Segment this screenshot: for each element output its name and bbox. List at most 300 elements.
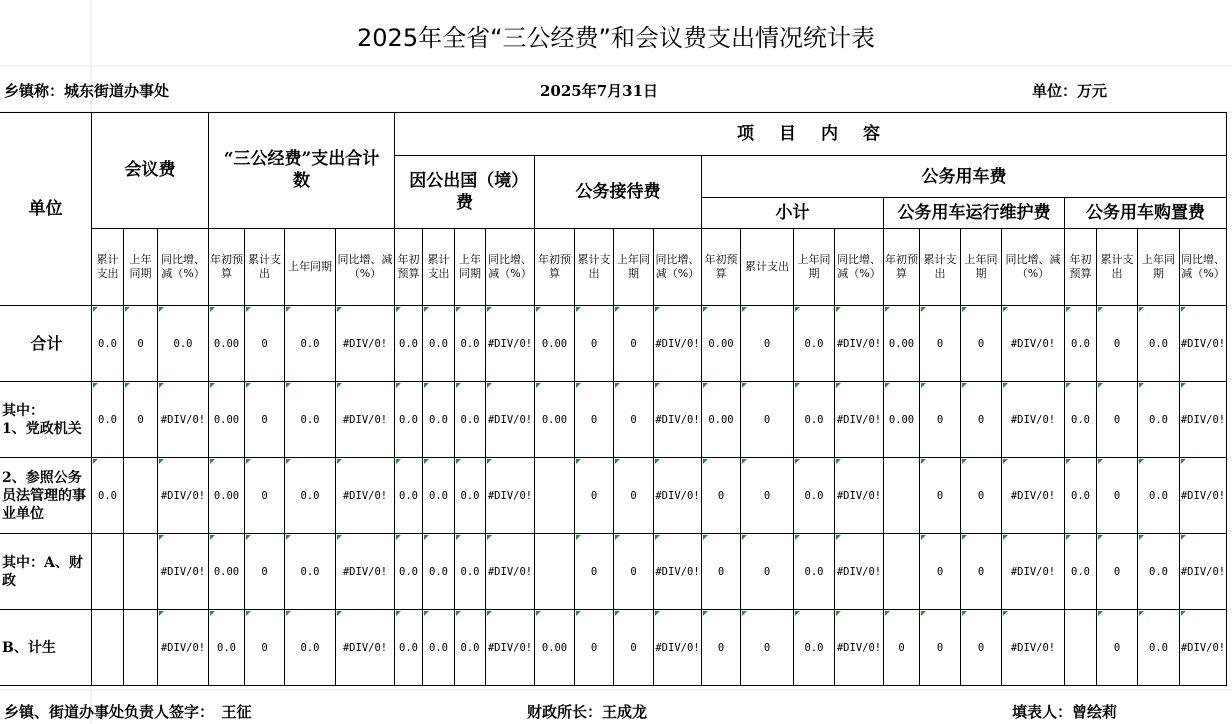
table-cell[interactable]: 0.0 — [794, 306, 835, 382]
table-cell[interactable]: 0 — [961, 458, 1002, 534]
table-cell[interactable]: #DIV/0! — [1180, 534, 1227, 610]
cell-marker-icon — [456, 459, 461, 464]
table-cell[interactable]: 0 — [575, 534, 614, 610]
header-unit: 单位 — [0, 112, 92, 306]
table-cell[interactable]: 0.00 — [884, 306, 920, 382]
subheader-cell: 累计支出 — [575, 229, 614, 306]
table-cell[interactable]: #DIV/0! — [835, 306, 884, 382]
cell-marker-icon — [456, 535, 461, 540]
table-cell[interactable]: 0 — [614, 534, 654, 610]
header-car-subtotal: 小计 — [702, 198, 884, 229]
cell-marker-icon — [655, 307, 660, 312]
table-cell[interactable]: 0 — [702, 610, 741, 686]
footer-finance-director: 财政所长：王成龙 — [527, 703, 648, 721]
table-cell[interactable]: #DIV/0! — [1180, 382, 1227, 458]
town-name: 乡镇称：城东街道办事处 — [4, 82, 170, 100]
cell-marker-icon — [246, 611, 251, 616]
table-cell[interactable]: 0.0 — [794, 610, 835, 686]
table-cell[interactable]: 0.0 — [1065, 306, 1097, 382]
table-cell[interactable]: #DIV/0! — [835, 534, 884, 610]
cell-marker-icon — [1066, 307, 1071, 312]
cell-marker-icon — [795, 383, 800, 388]
subheader-cell: 累计支出 — [92, 229, 124, 306]
cell-marker-icon — [125, 307, 130, 312]
cell-marker-icon — [795, 459, 800, 464]
table-cell[interactable] — [535, 534, 575, 610]
table-cell[interactable]: 0 — [741, 458, 794, 534]
table-cell[interactable]: 0 — [1097, 534, 1138, 610]
header-car-fee: 公务用车费 — [702, 156, 1227, 198]
cell-marker-icon — [286, 383, 291, 388]
cell-marker-icon — [396, 383, 401, 388]
table-cell[interactable]: #DIV/0! — [1180, 458, 1227, 534]
row-label[interactable]: 合计 — [0, 306, 92, 382]
table-cell[interactable]: 0.0 — [1138, 458, 1180, 534]
cell-marker-icon — [703, 535, 708, 540]
table-cell[interactable]: #DIV/0! — [158, 534, 209, 610]
table-cell[interactable]: 0 — [614, 458, 654, 534]
cell-marker-icon — [655, 611, 660, 616]
table-cell[interactable]: #DIV/0! — [158, 382, 209, 458]
row-label[interactable]: 其中：A、财政 — [0, 534, 92, 610]
report-date: 2025年7月31日 — [540, 82, 659, 100]
cell-marker-icon — [742, 307, 747, 312]
cell-marker-icon — [424, 383, 429, 388]
table-cell[interactable]: #DIV/0! — [158, 458, 209, 534]
cell-marker-icon — [836, 459, 841, 464]
cell-marker-icon — [615, 383, 620, 388]
subheader-cell: 累计支出 — [741, 229, 794, 306]
table-cell[interactable]: #DIV/0! — [486, 610, 535, 686]
cell-marker-icon — [286, 535, 291, 540]
cell-marker-icon — [742, 611, 747, 616]
header-project-content: 项 目 内 容 — [395, 112, 1227, 156]
header-sangong-total: “三公经费”支出合计数 — [209, 112, 395, 229]
table-cell[interactable]: 0.0 — [423, 306, 455, 382]
table-cell[interactable]: 0.0 — [794, 534, 835, 610]
table-cell[interactable]: 0.0 — [92, 458, 124, 534]
table-cell[interactable]: 0.0 — [1138, 306, 1180, 382]
cell-marker-icon — [1139, 307, 1144, 312]
table-cell[interactable]: #DIV/0! — [654, 534, 702, 610]
table-cell[interactable]: #DIV/0! — [1002, 610, 1065, 686]
table-cell[interactable]: #DIV/0! — [1002, 458, 1065, 534]
table-cell[interactable]: #DIV/0! — [654, 306, 702, 382]
subheader-cell: 同比增、减（%） — [654, 229, 702, 306]
table-cell[interactable]: 0 — [920, 382, 961, 458]
cell-marker-icon — [703, 611, 708, 616]
cell-marker-icon — [921, 383, 926, 388]
unit-label: 单位：万元 — [1032, 82, 1108, 100]
table-cell[interactable]: #DIV/0! — [1002, 306, 1065, 382]
cell-marker-icon — [615, 611, 620, 616]
cell-marker-icon — [655, 459, 660, 464]
cell-marker-icon — [487, 611, 492, 616]
subheader-cell: 年初预算 — [1065, 229, 1097, 306]
table-cell[interactable]: 0.0 — [285, 610, 336, 686]
cell-marker-icon — [1098, 383, 1103, 388]
cell-marker-icon — [1066, 383, 1071, 388]
table-cell[interactable]: 0.00 — [535, 382, 575, 458]
cell-marker-icon — [93, 383, 98, 388]
table-cell[interactable] — [124, 610, 158, 686]
header-abroad-fee: 因公出国（境）费 — [395, 156, 535, 229]
table-cell[interactable]: 0.0 — [455, 306, 486, 382]
cell-marker-icon — [1003, 307, 1008, 312]
cell-marker-icon — [1098, 307, 1103, 312]
table-cell[interactable]: 0 — [961, 610, 1002, 686]
table-cell[interactable]: 0 — [961, 534, 1002, 610]
cell-marker-icon — [615, 535, 620, 540]
subheader-cell: 同比增、减（%） — [486, 229, 535, 306]
cell-marker-icon — [1003, 459, 1008, 464]
table-cell[interactable]: 0.0 — [1138, 610, 1180, 686]
cell-marker-icon — [487, 307, 492, 312]
table-cell[interactable] — [124, 458, 158, 534]
cell-marker-icon — [1181, 535, 1186, 540]
cell-marker-icon — [456, 383, 461, 388]
table-cell[interactable]: 0 — [614, 306, 654, 382]
table-cell[interactable]: 0.0 — [423, 610, 455, 686]
cell-marker-icon — [210, 307, 215, 312]
table-cell[interactable]: 0.00 — [209, 306, 245, 382]
cell-marker-icon — [159, 611, 164, 616]
cell-marker-icon — [962, 611, 967, 616]
subheader-cell: 同比增、减（%） — [835, 229, 884, 306]
table-cell[interactable]: 0.0 — [1065, 458, 1097, 534]
table-cell[interactable]: 0.00 — [884, 382, 920, 458]
cell-marker-icon — [396, 307, 401, 312]
table-cell[interactable]: 0.0 — [285, 306, 336, 382]
cell-marker-icon — [576, 459, 581, 464]
cell-marker-icon — [424, 535, 429, 540]
cell-marker-icon — [615, 307, 620, 312]
subheader-cell: 上年同期 — [1138, 229, 1180, 306]
cell-marker-icon — [93, 307, 98, 312]
row-label[interactable]: 其中： 1、党政机关 — [0, 382, 92, 458]
table-cell[interactable]: 0 — [961, 306, 1002, 382]
subheader-cell: 同比增、减（%） — [1002, 229, 1065, 306]
cell-marker-icon — [962, 383, 967, 388]
subheader-cell: 累计支出 — [245, 229, 285, 306]
table-cell[interactable] — [1065, 610, 1097, 686]
table-cell[interactable]: 0 — [741, 382, 794, 458]
table-cell[interactable]: 0.0 — [92, 382, 124, 458]
table-cell[interactable]: 0.00 — [535, 610, 575, 686]
table-cell[interactable]: 0.0 — [423, 458, 455, 534]
table-cell[interactable]: #DIV/0! — [336, 382, 395, 458]
table-cell[interactable]: 0 — [884, 610, 920, 686]
footer-filler: 填表人：曾绘莉 — [1012, 703, 1118, 721]
cell-marker-icon — [576, 611, 581, 616]
table-cell[interactable]: 0 — [1097, 382, 1138, 458]
table-cell[interactable]: 0.0 — [285, 382, 336, 458]
table-cell[interactable]: 0.0 — [1138, 382, 1180, 458]
table-cell[interactable]: 0 — [124, 382, 158, 458]
table-cell[interactable]: 0.0 — [395, 610, 423, 686]
table-cell[interactable]: #DIV/0! — [336, 458, 395, 534]
cell-marker-icon — [125, 383, 130, 388]
cell-marker-icon — [1181, 459, 1186, 464]
header-car-purchase: 公务用车购置费 — [1065, 198, 1227, 229]
table-cell[interactable]: 0.0 — [1065, 534, 1097, 610]
cell-marker-icon — [536, 611, 541, 616]
table-cell[interactable]: 0 — [961, 382, 1002, 458]
cell-marker-icon — [885, 611, 890, 616]
cell-marker-icon — [1098, 459, 1103, 464]
table-cell[interactable]: 0.00 — [702, 382, 741, 458]
table-cell[interactable]: 0 — [920, 458, 961, 534]
table-cell[interactable]: 0.0 — [455, 534, 486, 610]
subheader-cell: 同比增、减（%） — [1180, 229, 1227, 306]
cell-marker-icon — [487, 535, 492, 540]
table-cell[interactable] — [92, 610, 124, 686]
cell-marker-icon — [396, 459, 401, 464]
table-cell[interactable]: #DIV/0! — [835, 458, 884, 534]
table-cell[interactable]: 0.0 — [794, 382, 835, 458]
cell-marker-icon — [1098, 535, 1103, 540]
cell-marker-icon — [703, 307, 708, 312]
cell-marker-icon — [1139, 611, 1144, 616]
subheader-cell: 同比增、减（%） — [158, 229, 209, 306]
table-cell[interactable]: #DIV/0! — [1180, 306, 1227, 382]
cell-marker-icon — [655, 535, 660, 540]
table-cell[interactable]: 0.0 — [395, 534, 423, 610]
cell-marker-icon — [1003, 611, 1008, 616]
cell-marker-icon — [1139, 459, 1144, 464]
cell-marker-icon — [795, 611, 800, 616]
table-cell[interactable] — [124, 534, 158, 610]
cell-marker-icon — [795, 307, 800, 312]
cell-marker-icon — [885, 307, 890, 312]
table-cell[interactable]: 0 — [1097, 610, 1138, 686]
table-cell[interactable] — [884, 534, 920, 610]
table-cell[interactable]: #DIV/0! — [336, 610, 395, 686]
table-cell[interactable]: 0.00 — [535, 306, 575, 382]
cell-marker-icon — [742, 383, 747, 388]
cell-marker-icon — [210, 383, 215, 388]
table-cell[interactable]: 0 — [245, 610, 285, 686]
table-cell[interactable]: 0 — [702, 458, 741, 534]
cell-marker-icon — [210, 459, 215, 464]
subheader-cell: 上年同期 — [455, 229, 486, 306]
table-cell[interactable]: 0 — [741, 306, 794, 382]
table-cell[interactable]: 0.00 — [702, 306, 741, 382]
cell-marker-icon — [836, 611, 841, 616]
cell-marker-icon — [962, 307, 967, 312]
table-cell[interactable]: 0.0 — [285, 458, 336, 534]
table-cell[interactable]: 0.0 — [395, 458, 423, 534]
table-cell[interactable]: 0.00 — [209, 458, 245, 534]
cell-marker-icon — [536, 307, 541, 312]
table-cell[interactable]: #DIV/0! — [486, 458, 535, 534]
table-cell[interactable]: #DIV/0! — [486, 382, 535, 458]
cell-marker-icon — [210, 535, 215, 540]
table-cell[interactable]: #DIV/0! — [1002, 382, 1065, 458]
table-cell[interactable]: 0 — [575, 458, 614, 534]
row-label[interactable]: B、计生 — [0, 610, 92, 686]
table-cell[interactable]: 0.0 — [209, 610, 245, 686]
cell-marker-icon — [615, 459, 620, 464]
cell-marker-icon — [396, 611, 401, 616]
table-cell[interactable]: 0.00 — [209, 534, 245, 610]
cell-marker-icon — [1181, 611, 1186, 616]
table-cell[interactable]: 0 — [575, 610, 614, 686]
cell-marker-icon — [159, 307, 164, 312]
page-title: 2025年全省“三公经费”和会议费支出情况统计表 — [357, 24, 875, 52]
cell-marker-icon — [159, 383, 164, 388]
table-cell[interactable]: #DIV/0! — [336, 534, 395, 610]
cell-marker-icon — [246, 535, 251, 540]
cell-marker-icon — [456, 611, 461, 616]
table-cell[interactable]: 0.0 — [285, 534, 336, 610]
cell-marker-icon — [246, 307, 251, 312]
table-cell[interactable]: 0 — [614, 382, 654, 458]
table-cell[interactable]: 0 — [575, 382, 614, 458]
cell-marker-icon — [921, 307, 926, 312]
cell-marker-icon — [742, 459, 747, 464]
table-cell[interactable]: #DIV/0! — [654, 458, 702, 534]
table-cell[interactable]: 0.00 — [209, 382, 245, 458]
subheader-cell: 累计支出 — [1097, 229, 1138, 306]
table-cell[interactable]: 0 — [245, 382, 285, 458]
table-cell[interactable]: #DIV/0! — [1180, 610, 1227, 686]
table-cell[interactable]: #DIV/0! — [336, 306, 395, 382]
cell-marker-icon — [424, 611, 429, 616]
cell-marker-icon — [1139, 535, 1144, 540]
table-cell[interactable]: 0 — [920, 306, 961, 382]
table-cell[interactable]: 0 — [245, 458, 285, 534]
cell-marker-icon — [836, 535, 841, 540]
cell-marker-icon — [885, 383, 890, 388]
table-cell[interactable]: #DIV/0! — [486, 306, 535, 382]
table-cell[interactable]: 0 — [741, 610, 794, 686]
header-meeting-fee: 会议费 — [92, 112, 209, 229]
cell-marker-icon — [337, 611, 342, 616]
table-cell[interactable]: 0 — [1097, 306, 1138, 382]
subheader-cell: 年初预算 — [535, 229, 575, 306]
subheader-cell: 年初预算 — [209, 229, 245, 306]
cell-marker-icon — [836, 307, 841, 312]
table-cell[interactable]: #DIV/0! — [158, 610, 209, 686]
cell-marker-icon — [424, 307, 429, 312]
table-cell[interactable]: 0 — [920, 534, 961, 610]
table-cell[interactable] — [92, 534, 124, 610]
table-cell[interactable]: 0.0 — [455, 458, 486, 534]
cell-marker-icon — [921, 459, 926, 464]
cell-marker-icon — [396, 535, 401, 540]
cell-marker-icon — [1003, 535, 1008, 540]
cell-marker-icon — [1003, 383, 1008, 388]
table-cell[interactable]: #DIV/0! — [835, 610, 884, 686]
cell-marker-icon — [536, 383, 541, 388]
table-cell[interactable] — [884, 458, 920, 534]
row-label[interactable]: 2、参照公务员法管理的事业单位 — [0, 458, 92, 534]
header-car-running: 公务用车运行维护费 — [884, 198, 1065, 229]
subheader-cell: 上年同期 — [961, 229, 1002, 306]
table-cell[interactable]: 0.0 — [92, 306, 124, 382]
table-cell[interactable]: 0.0 — [794, 458, 835, 534]
cell-marker-icon — [703, 383, 708, 388]
cell-marker-icon — [1181, 307, 1186, 312]
cell-marker-icon — [576, 535, 581, 540]
cell-marker-icon — [337, 459, 342, 464]
table-cell[interactable]: #DIV/0! — [654, 610, 702, 686]
subheader-cell: 上年同期 — [285, 229, 336, 306]
cell-marker-icon — [703, 459, 708, 464]
table-cell[interactable]: 0.0 — [423, 534, 455, 610]
cell-marker-icon — [337, 307, 342, 312]
table-cell[interactable]: 0 — [702, 534, 741, 610]
cell-marker-icon — [1066, 535, 1071, 540]
table-cell[interactable]: 0.0 — [455, 382, 486, 458]
table-cell[interactable]: 0 — [245, 306, 285, 382]
subheader-cell: 上年同期 — [124, 229, 158, 306]
table-cell[interactable]: 0.0 — [395, 382, 423, 458]
cell-marker-icon — [456, 307, 461, 312]
cell-marker-icon — [655, 383, 660, 388]
table-cell[interactable]: 0.0 — [395, 306, 423, 382]
cell-marker-icon — [424, 459, 429, 464]
table-cell[interactable]: 0.0 — [158, 306, 209, 382]
table-cell[interactable]: 0 — [1097, 458, 1138, 534]
cell-marker-icon — [286, 307, 291, 312]
cell-marker-icon — [921, 535, 926, 540]
cell-marker-icon — [286, 611, 291, 616]
subheader-cell: 同比增、减（%） — [336, 229, 395, 306]
table-cell[interactable]: #DIV/0! — [654, 382, 702, 458]
subheader-cell: 年初预算 — [395, 229, 423, 306]
table-cell[interactable]: 0.0 — [423, 382, 455, 458]
table-cell[interactable]: #DIV/0! — [486, 534, 535, 610]
table-cell[interactable]: 0 — [575, 306, 614, 382]
table-cell[interactable]: 0.0 — [1138, 534, 1180, 610]
subheader-cell: 上年同期 — [614, 229, 654, 306]
cell-marker-icon — [159, 459, 164, 464]
cell-marker-icon — [487, 459, 492, 464]
cell-marker-icon — [576, 383, 581, 388]
cell-marker-icon — [246, 459, 251, 464]
subheader-cell: 年初预算 — [884, 229, 920, 306]
subheader-cell: 上年同期 — [794, 229, 835, 306]
cell-marker-icon — [487, 383, 492, 388]
cell-marker-icon — [337, 535, 342, 540]
cell-marker-icon — [159, 535, 164, 540]
cell-marker-icon — [1066, 459, 1071, 464]
cell-marker-icon — [286, 459, 291, 464]
subheader-cell: 累计支出 — [920, 229, 961, 306]
table-cell[interactable]: #DIV/0! — [1002, 534, 1065, 610]
table-cell[interactable]: #DIV/0! — [835, 382, 884, 458]
cell-marker-icon — [795, 535, 800, 540]
cell-marker-icon — [921, 611, 926, 616]
cell-marker-icon — [1181, 383, 1186, 388]
cell-marker-icon — [1139, 383, 1144, 388]
header-reception-fee: 公务接待费 — [535, 156, 702, 229]
cell-marker-icon — [337, 383, 342, 388]
table-cell[interactable] — [535, 458, 575, 534]
table-cell[interactable]: 0 — [741, 534, 794, 610]
cell-marker-icon — [962, 459, 967, 464]
table-cell[interactable]: 0 — [614, 610, 654, 686]
subheader-cell: 年初预算 — [702, 229, 741, 306]
table-cell[interactable]: 0 — [245, 534, 285, 610]
subheader-cell: 累计支出 — [423, 229, 455, 306]
table-cell[interactable]: 0 — [124, 306, 158, 382]
table-cell[interactable]: 0.0 — [455, 610, 486, 686]
table-cell[interactable]: 0 — [920, 610, 961, 686]
table-cell[interactable]: 0.0 — [1065, 382, 1097, 458]
